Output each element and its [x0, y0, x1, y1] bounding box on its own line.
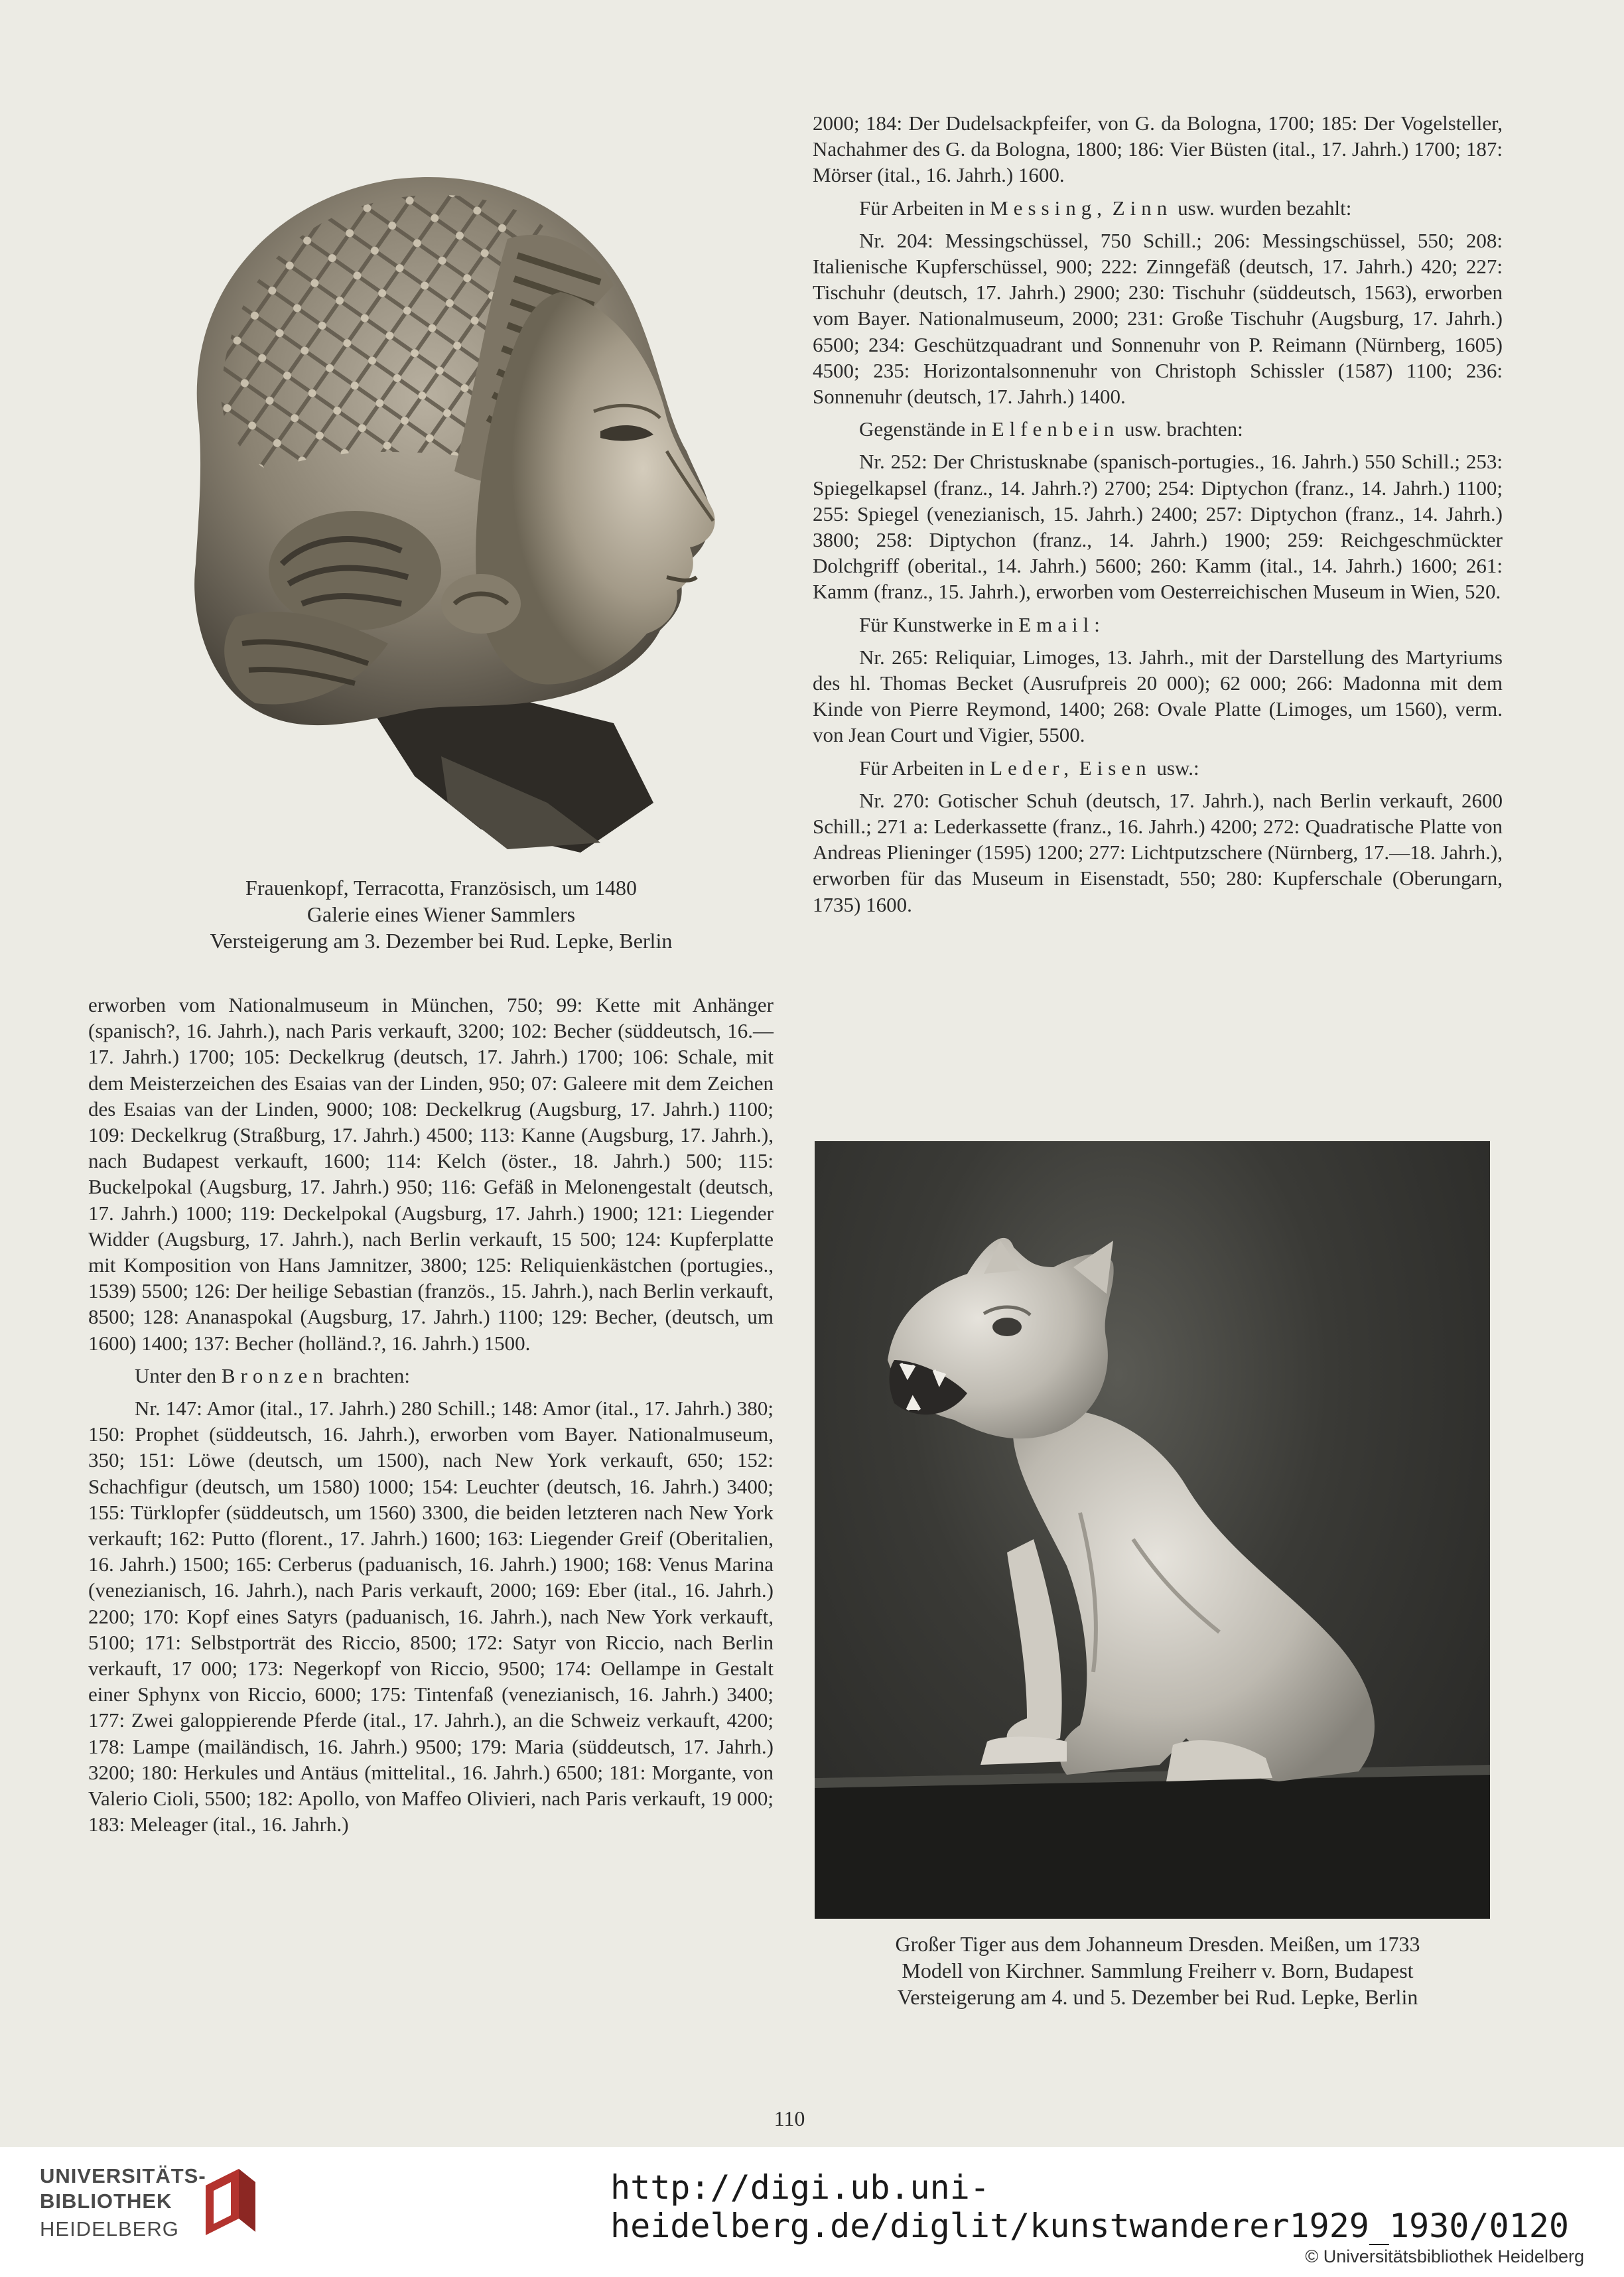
heading-spaced-word: Leder, — [990, 756, 1074, 780]
porcelain-tiger-illustration — [815, 1141, 1490, 1919]
heading-text: Gegenstände in — [859, 417, 986, 441]
logo-text-line: HEIDELBERG — [40, 2217, 179, 2241]
copyright-notice: © Universitätsbibliothek Heidelberg — [1305, 2246, 1584, 2266]
section-heading-bronzen — [88, 1363, 774, 1389]
paragraph: Nr. 265: Reliquiar, Limoges, 13. Jahrh., mit der Darstellung des Martyriums des hl. Thomas Becket (Ausrufpreis 20 000); 62 000; 266: Madonna mit dem Kinde von Pierre Reymond, 1400; 268: Ovale Platte (Limoges, um 1560), verm. von Jean Court und Vigier, 5500. — [813, 645, 1503, 747]
head-caption — [126, 874, 756, 954]
head-caption-line: Galerie eines Wiener Sammlers — [306, 902, 576, 926]
heading-spaced-word: Messing, — [990, 196, 1107, 220]
library-emblem-icon — [199, 2166, 262, 2239]
tiger-caption-line: Versteigerung am 4. und 5. Dezember bei Rud. Lepke, Berlin — [897, 1985, 1418, 2009]
heading-spaced-word: Bronzen — [221, 1363, 328, 1387]
logo-text-line: BIBLIOTHEK — [40, 2189, 172, 2213]
heading-spaced-word: Eisen — [1079, 756, 1152, 780]
terracotta-head-photo — [136, 139, 746, 859]
tiger-photo — [815, 1141, 1490, 1919]
paragraph: erworben vom Nationalmuseum in München, 750; 99: Kette mit Anhänger (spanisch?, 16. Jahrh.), nach Paris verkauft, 3200; 102: Becher (süddeutsch, 16.—17. Jahrh.) 1700; 105: Deckelkrug (deutsch, 17. Jahrh.) 1700; 106: Schale, mit dem Meisterzeichen des Esaias van der Linden, 950; 07: Galeere mit dem Zeichen des Esaias van der Linden, 9000; 108: Deckelkrug (Augsburg, 17. Jahrh.) 1100; 109: Deckelkrug (Straßburg, 17. Jahrh.) 4500; 113: Kanne (Augsburg, 17. Jahrh.), nach Budapest verkauft, 1600; 114: Kelch (öster., 18. Jahrh.) 500; 115: Buckelpokal (Augsburg, 17. Jahrh.) 950; 116: Gefäß in Melonengestalt (deutsch, 17. Jahrh.) 1000; 119: Deckelpokal (Augsburg, 17. Jahrh.) 1900; 121: Liegender Widder (Augsburg, 17. Jahrh.), nach Berlin verkauft, 15 500; 124: Kupferplatte mit Komposition von Hans Jamnitzer, 3800; 125: Reliquienkästchen (portugies., 1539) 5500; 126: Der heilige Sebastian (französ., 15. Jahrh.), nach Berlin verkauft, 8500; 128: Ananaspokal (Augsburg, 17. Jahrh.) 1100; 129: Becher, (deutsch, um 1600) 1400; 137: Becher (holländ.?, 16. Jahrh.) 1500. — [88, 993, 774, 1355]
heading-text: Für Arbeiten in — [859, 196, 985, 220]
heading-text: usw.: — [1156, 756, 1199, 780]
heading-text: Für Kunstwerke in — [859, 612, 1014, 636]
heading-text: Unter den — [135, 1363, 217, 1387]
paragraph: Nr. 270: Gotischer Schuh (deutsch, 17. Jahrh.), nach Berlin verkauft, 2600 Schill.; 271 a: Lederkassette (franz., 16. Jahrh.) 4200; 272: Quadratische Platte von Andreas Plieninger (1595) 1200; 277: Lichtputzschere (Nürnberg, 17.—18. Jahrh.), erworben für das Museum in Eisenstadt, 550; 280: Kupferschale (Oberungarn, 1735) 1600. — [813, 788, 1503, 916]
heading-text: usw. wurden bezahlt: — [1178, 196, 1352, 220]
paragraph: Nr. 252: Der Christusknabe (spanisch-portugies., 16. Jahrh.) 550 Schill.; 253: Spiegelkapsel (franz., 14. Jahrh.?) 2700; 254: Diptychon (franz., 14. Jahrh.) 1100; 255: Spiegel (venezianisch, 15. Jahrh.) 2400; 257: Diptychon (franz., 14. Jahrh.) 3800; 258: Diptychon (franz., 14. Jahrh.) 1900; 259: Reichgeschmückter Dolchgriff (oberital., 14. Jahrh.) 5600; 260: Kamm (ital., 14. Jahrh.) 1600; 261: Kamm (franz., 15. Jahrh.), erworben vom Oesterreichischen Museum in Wien, 520. — [813, 450, 1503, 604]
tiger-caption — [813, 1931, 1503, 2010]
paragraph: Nr. 147: Amor (ital., 17. Jahrh.) 280 Schill.; 148: Amor (ital., 17. Jahrh.) 380; 150: Prophet (süddeutsch, 16. Jahrh.), erworben vom Bayer. Nationalmuseum, 350; 151: Löwe (deutsch, um 1500), nach New York verkauft, 650; 152: Schachfigur (deutsch, um 1580) 1000; 154: Leuchter (deutsch, 16. Jahrh.) 3400; 155: Türklopfer (süddeutsch, um 1560) 3300, die beiden letzteren nach New York verkauft; 162: Putto (florent., 17. Jahrh.) 1600; 163: Liegender Greif (Oberitalien, 16. Jahrh.) 1500; 165: Cerberus (paduanisch, 16. Jahrh.) 1900; 168: Venus Marina (venezianisch, 16. Jahrh.), nach Paris verkauft, 2000; 169: Eber (ital., 16. Jahrh.) 2200; 170: Kopf eines Satyrs (paduanisch, 16. Jahrh.), nach New York verkauft, 5100; 171: Selbstporträt des Riccio, 8500; 172: Satyr von Riccio, nach Berlin verkauft, 17 000; 173: Negerkopf von Riccio, 9500; 174: Oellampe in Gestalt einer Sphynx von Riccio, 6000; 175: Tintenfaß (venezianisch, 16. Jahrh.) 3400; 177: Zwei galoppierende Pferde (ital., 17. Jahrh.), an die Schweiz verkauft, 4200; 178: Lampe (mailändisch, 16. Jahrh.) 9500; 179: Maria (süddeutsch, 17. Jahrh.) 3200; 180: Herkules und Antäus (mittelital., 16. Jahrh.) 6500; 181: Morgante, von Valerio Cioli, 5500; 182: Apollo, von Maffeo Olivieri, nach Paris verkauft, 19 000; 183: Meleager (ital., 16. Jahrh.) — [88, 1397, 774, 1836]
section-heading-email — [813, 612, 1503, 638]
tiger-caption-line: Großer Tiger aus dem Johanneum Dresden. Meißen, um 1733 — [895, 1932, 1420, 1956]
section-heading-messing — [813, 195, 1503, 221]
heading-spaced-word: Zinn — [1112, 196, 1173, 220]
heading-spaced-word: Elfenbein — [991, 417, 1120, 441]
page-number: 110 — [774, 2106, 805, 2130]
heading-spaced-word: Email: — [1018, 612, 1105, 636]
heading-text: usw. brachten: — [1124, 417, 1243, 441]
library-logo[interactable] — [40, 2164, 239, 2250]
section-heading-elfenbein — [813, 416, 1503, 442]
head-caption-line: Frauenkopf, Terracotta, Französisch, um 1480 — [245, 876, 637, 900]
paragraph: 2000; 184: Der Dudelsackpfeifer, von G. da Bologna, 1700; 185: Der Vogelsteller, Nachahmer des G. da Bologna, 1800; 186: Vier Büsten (ital., 17. Jahrh.) 1700; 187: Mörser (ital., 16. Jahrh.) 1600. — [813, 111, 1503, 187]
tiger-caption-line: Modell von Kirchner. Sammlung Freiherr v. Born, Budapest — [902, 1959, 1414, 1982]
head-caption-line: Versteigerung am 3. Dezember bei Rud. Lepke, Berlin — [210, 929, 673, 953]
permalink-url[interactable]: http://digi.ub.uni-heidelberg.de/diglit/kunstwanderer1929_1930/0120 — [610, 2168, 1569, 2245]
terracotta-head-illustration — [136, 139, 746, 859]
heading-text: Für Arbeiten in — [859, 756, 985, 780]
logo-text-line: UNIVERSITÄTS- — [40, 2164, 206, 2187]
section-heading-leder — [813, 755, 1503, 781]
paragraph: Nr. 204: Messingschüssel, 750 Schill.; 206: Messingschüssel, 550; 208: Italienische Kupferschüssel, 900; 222: Zinngefäß (deutsch, 17. Jahrh.) 420; 227: Tischuhr (deutsch, 17. Jahrh.) 2900; 230: Tischuhr (süddeutsch, 1563), erworben vom Bayer. Nationalmuseum, 2000; 231: Große Tischuhr (Augsburg, 17. Jahrh.) 6500; 234: Geschützquadrant und Sonnenuhr von P. Reimann (Nürnberg, 1605) 4500; 235: Horizontalsonnenuhr von Christoph Schissler (1587) 1100; 236: Sonnenuhr (deutsch, 17. Jahrh.) 1400. — [813, 228, 1503, 409]
left-text-column — [88, 992, 774, 1838]
heading-text: brachten: — [333, 1363, 410, 1387]
right-text-column — [813, 110, 1503, 918]
